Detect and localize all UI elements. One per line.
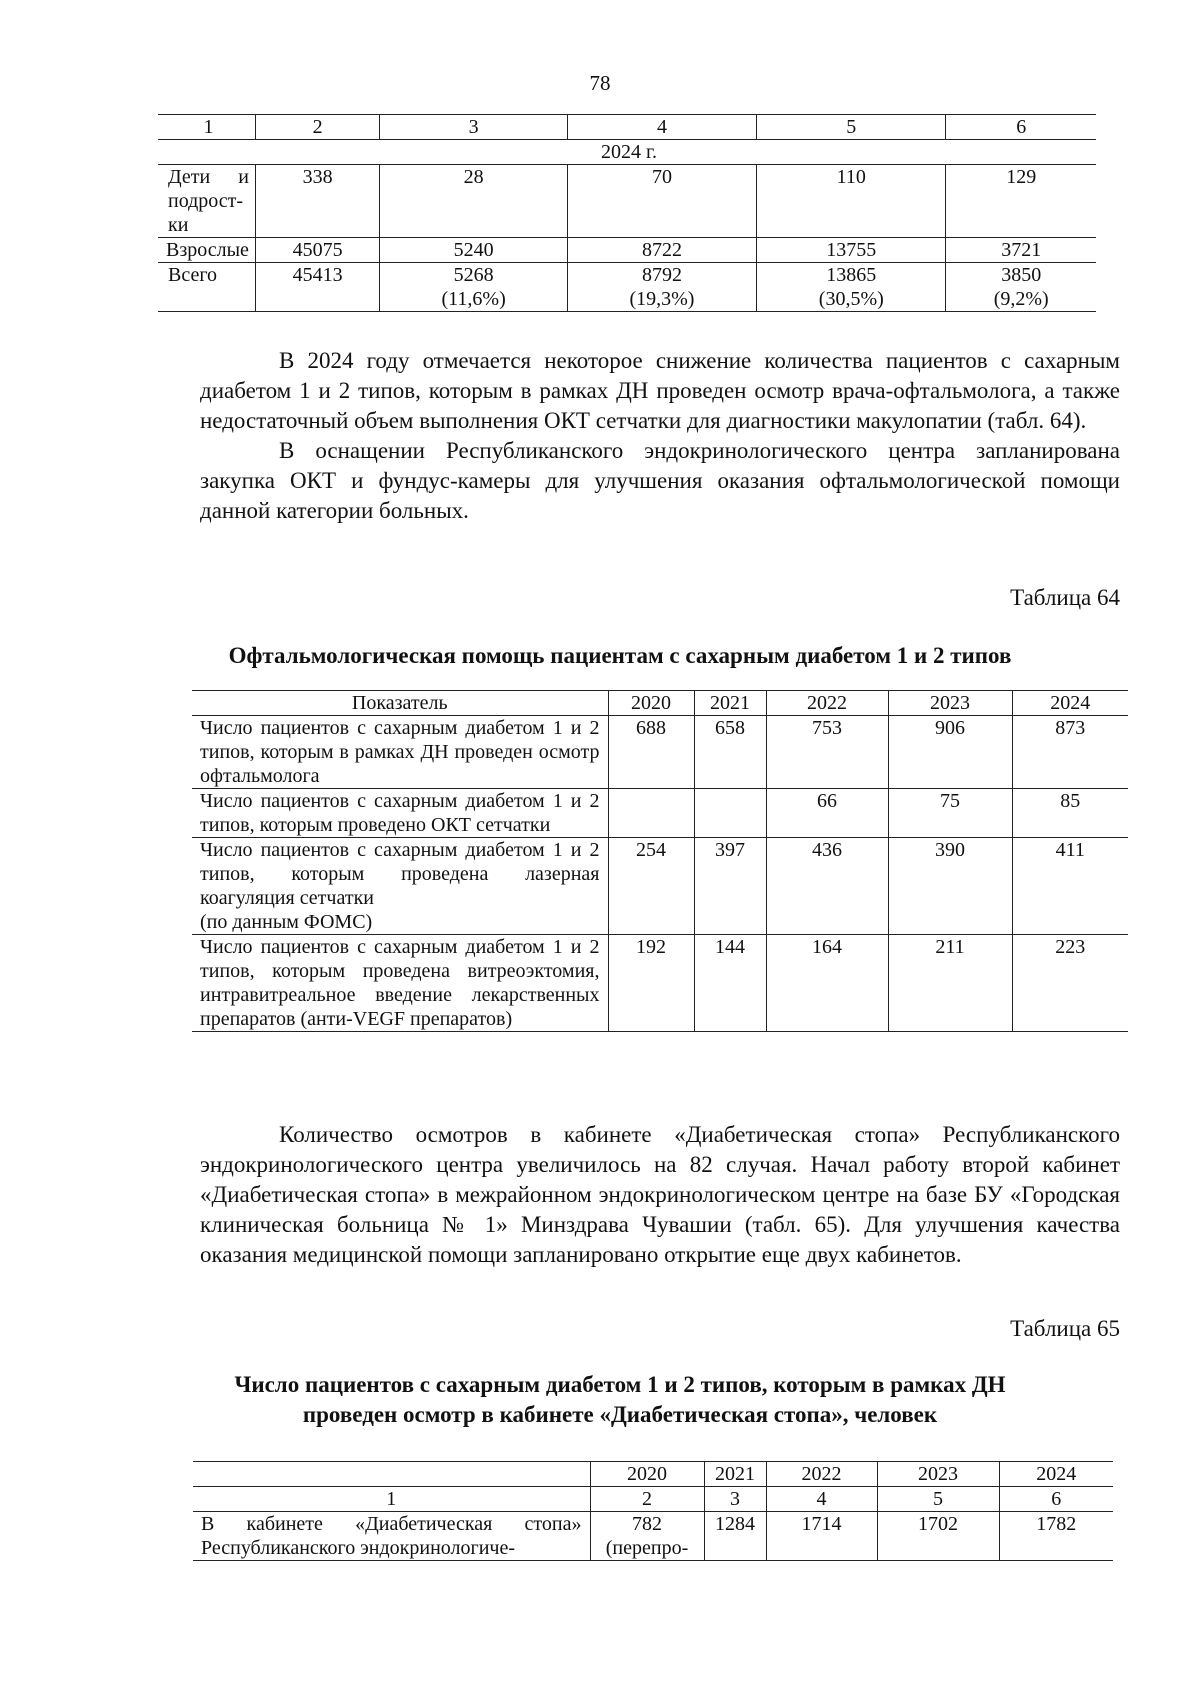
cell-value: 5268 bbox=[453, 264, 494, 286]
table-64-label: Таблица 64 bbox=[1010, 585, 1120, 610]
table-cell: 390 bbox=[888, 838, 1012, 935]
col-number: 1 bbox=[158, 115, 255, 140]
table-row bbox=[192, 935, 1128, 1032]
column-header: 2024 bbox=[999, 1462, 1113, 1487]
table-cell: 873 bbox=[1012, 716, 1128, 789]
table-cell: 85 bbox=[1012, 789, 1128, 838]
row-label bbox=[158, 165, 255, 238]
table-cell: 144 bbox=[694, 935, 766, 1032]
col-number: 1 bbox=[193, 1487, 590, 1512]
row-label: Всего bbox=[158, 263, 255, 312]
table-row bbox=[158, 165, 1096, 238]
table-cell: 45413 bbox=[255, 263, 380, 312]
table-header-row bbox=[192, 691, 1128, 716]
table-cell: 8722 bbox=[567, 238, 756, 263]
cell-value: 3850 bbox=[1001, 264, 1042, 286]
indicator-cell bbox=[192, 838, 608, 935]
year-label: 2024 г. bbox=[158, 140, 1096, 165]
table-cell bbox=[590, 1512, 704, 1561]
table-cell: 1702 bbox=[877, 1512, 999, 1561]
table-cell: 28 bbox=[380, 165, 567, 238]
table-cell bbox=[694, 789, 766, 838]
row-label: В кабинете «Диабетическая стопа» Республиканского эндокринологиче- bbox=[193, 1512, 590, 1561]
table-cell: 1284 bbox=[704, 1512, 766, 1561]
year-row bbox=[158, 140, 1096, 165]
table-cell: 5240 bbox=[380, 238, 567, 263]
table-cell bbox=[567, 263, 756, 312]
column-header: 2024 bbox=[1012, 691, 1128, 716]
table-64-title: Офтальмологическая помощь пациентам с сахарным диабетом 1 и 2 типов bbox=[228, 643, 1012, 668]
cell-share: (19,3%) bbox=[629, 288, 695, 310]
col-number: 4 bbox=[567, 115, 756, 140]
page-number: 78 bbox=[589, 71, 611, 95]
table-cell: 129 bbox=[946, 165, 1096, 238]
table-cell: 3721 bbox=[946, 238, 1096, 263]
table-cell: 45075 bbox=[255, 238, 380, 263]
table-row bbox=[158, 238, 1096, 263]
table-cell bbox=[380, 263, 567, 312]
table-cell: 70 bbox=[567, 165, 756, 238]
col-number: 6 bbox=[946, 115, 1096, 140]
table-cell: 753 bbox=[766, 716, 888, 789]
column-header: 2021 bbox=[694, 691, 766, 716]
table-cell: 66 bbox=[766, 789, 888, 838]
table-cell: 411 bbox=[1012, 838, 1128, 935]
column-header: 2020 bbox=[608, 691, 694, 716]
table-cell: 13755 bbox=[757, 238, 946, 263]
col-number: 3 bbox=[704, 1487, 766, 1512]
col-number: 2 bbox=[255, 115, 380, 140]
paragraph-block-2 bbox=[200, 1120, 1120, 1270]
paragraph: В 2024 году отмечается некоторое снижение количества пациентов с сахарным диабетом 1 и 2 типов, которым в рамках ДН проведен осмотр врача-офтальмолога, а также недостаточный объем выполнения ОКТ сетчатки для диагностики макулопатии (табл. 64). bbox=[200, 348, 1120, 433]
column-header: 2021 bbox=[704, 1462, 766, 1487]
table-row bbox=[192, 838, 1128, 935]
table-cell: 338 bbox=[255, 165, 380, 238]
col-number: 4 bbox=[766, 1487, 877, 1512]
cell-share: (11,6%) bbox=[441, 288, 506, 310]
col-number: 5 bbox=[757, 115, 946, 140]
table-header-row bbox=[158, 115, 1096, 140]
table-row-total bbox=[158, 263, 1096, 312]
indicator-cell: Число пациентов с сахарным диабетом 1 и 2 типов, которым проведено ОКТ сетчатки bbox=[192, 789, 608, 838]
cell-value: 8792 bbox=[641, 264, 682, 286]
table-64 bbox=[192, 690, 1128, 1032]
table-cell: 164 bbox=[766, 935, 888, 1032]
table-row bbox=[193, 1512, 1113, 1561]
column-header: 2023 bbox=[888, 691, 1012, 716]
table-row bbox=[192, 789, 1128, 838]
col-number: 5 bbox=[877, 1487, 999, 1512]
column-header bbox=[193, 1462, 590, 1487]
table-cell bbox=[757, 263, 946, 312]
title-line: проведен осмотр в кабинете «Диабетическая стопа», человек bbox=[302, 1402, 938, 1427]
table-prev-continuation bbox=[158, 114, 1096, 312]
indicator-text: Число пациентов с сахарным диабетом 1 и 2 типов, которым проведена лазерная коагуляция сетчатки bbox=[200, 839, 600, 909]
cell-share: (30,5%) bbox=[818, 288, 884, 310]
table-65-title bbox=[120, 1370, 1120, 1430]
col-number: 3 bbox=[380, 115, 567, 140]
row-label: Взрослые bbox=[158, 238, 255, 263]
table-cell bbox=[608, 789, 694, 838]
table-cell: 223 bbox=[1012, 935, 1128, 1032]
table-65 bbox=[193, 1461, 1113, 1561]
paragraph: В оснащении Республиканского эндокринологического центра запланирована закупка ОКТ и фундус-камеры для улучшения оказания офтальмологической помощи данной категории больных. bbox=[200, 438, 1120, 523]
table-cell: 110 bbox=[757, 165, 946, 238]
row-label-line: ки bbox=[168, 214, 189, 236]
paragraph: Количество осмотров в кабинете «Диабетическая стопа» Республиканского эндокринологического центра увеличилось на 82 случая. Начал работу второй кабинет «Диабетическая стопа» в межрайонном эндокринологическом центре на базе БУ «Городская клиническая больница № 1» Минздрава Чувашии (табл. 65). Для улучшения качества оказания медицинской помощи запланировано открытие еще двух кабинетов. bbox=[200, 1122, 1120, 1267]
table-cell: 658 bbox=[694, 716, 766, 789]
table-cell: 397 bbox=[694, 838, 766, 935]
column-number-row bbox=[193, 1487, 1113, 1512]
column-header: 2023 bbox=[877, 1462, 999, 1487]
table-cell: 1714 bbox=[766, 1512, 877, 1561]
table-65-label: Таблица 65 bbox=[1010, 1316, 1120, 1341]
indicator-note: (по данным ФОМС) bbox=[200, 911, 373, 933]
table-cell: 436 bbox=[766, 838, 888, 935]
table-cell: 211 bbox=[888, 935, 1012, 1032]
column-header: 2022 bbox=[766, 691, 888, 716]
table-cell: 192 bbox=[608, 935, 694, 1032]
column-header: 2022 bbox=[766, 1462, 877, 1487]
column-header: Показатель bbox=[192, 691, 608, 716]
table-cell: 906 bbox=[888, 716, 1012, 789]
col-number: 2 bbox=[590, 1487, 704, 1512]
column-header: 2020 bbox=[590, 1462, 704, 1487]
cell-note: (перепро- bbox=[605, 1537, 689, 1559]
table-cell: 75 bbox=[888, 789, 1012, 838]
row-label-line: Дети и bbox=[168, 166, 249, 188]
table-cell bbox=[946, 263, 1096, 312]
table-row bbox=[192, 716, 1128, 789]
col-number: 6 bbox=[999, 1487, 1113, 1512]
cell-value: 782 bbox=[632, 1513, 662, 1535]
table-cell: 688 bbox=[608, 716, 694, 789]
table-cell: 254 bbox=[608, 838, 694, 935]
table-cell: 1782 bbox=[999, 1512, 1113, 1561]
cell-value: 13865 bbox=[826, 264, 877, 286]
paragraph-block-1 bbox=[200, 346, 1120, 526]
row-label-line: подрост- bbox=[168, 190, 244, 212]
indicator-cell: Число пациентов с сахарным диабетом 1 и 2 типов, которым в рамках ДН проведен осмотр офтальмолога bbox=[192, 716, 608, 789]
indicator-cell: Число пациентов с сахарным диабетом 1 и 2 типов, которым проведена витреоэктомия, интравитреальное введение лекарственных препаратов (анти-VEGF препаратов) bbox=[192, 935, 608, 1032]
title-line: Число пациентов с сахарным диабетом 1 и 2 типов, которым в рамках ДН bbox=[234, 1372, 1006, 1397]
cell-share: (9,2%) bbox=[993, 288, 1049, 310]
table-header-row bbox=[193, 1462, 1113, 1487]
